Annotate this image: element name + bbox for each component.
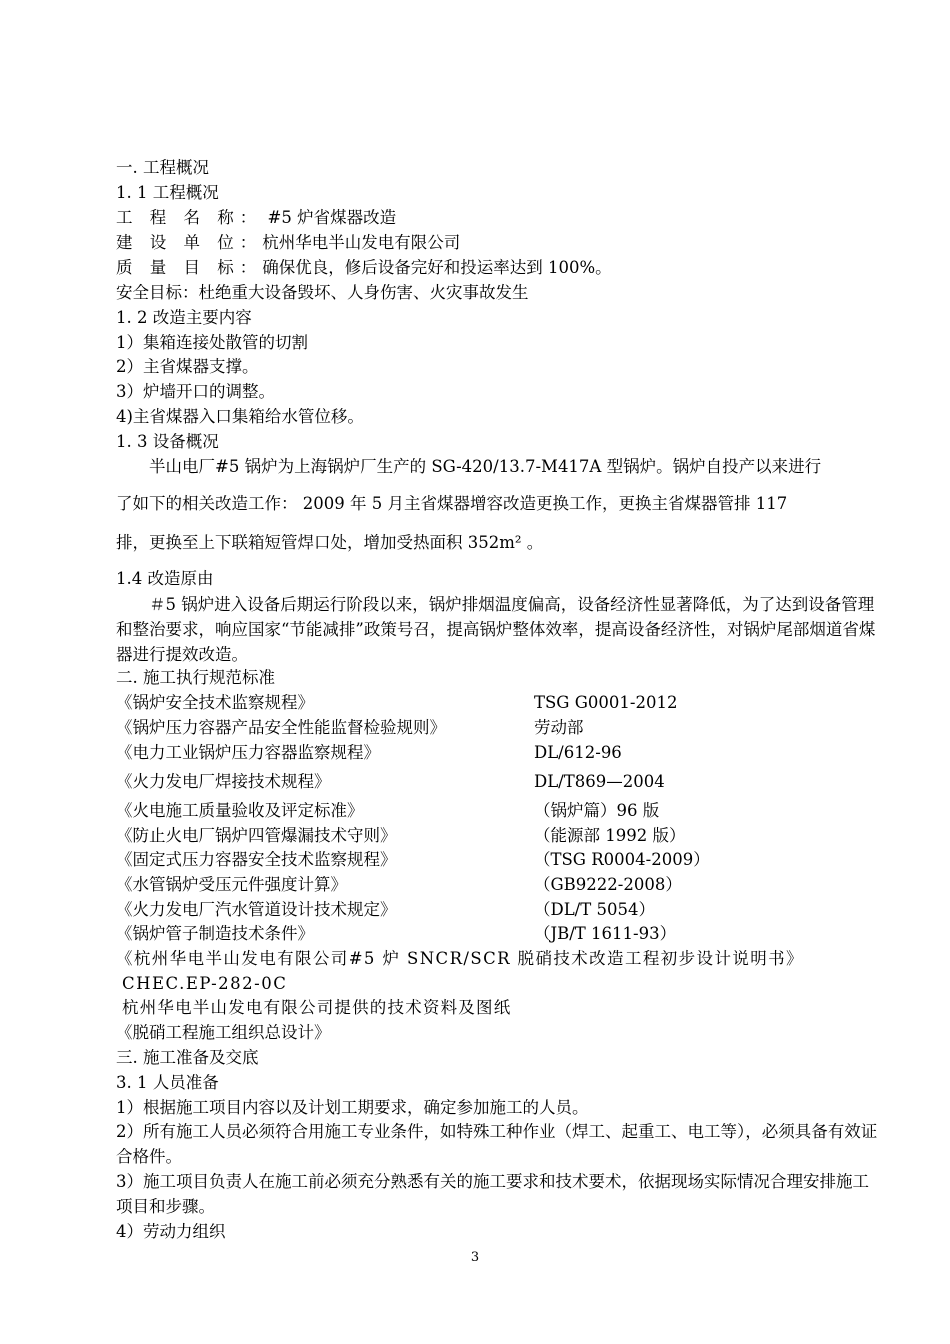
owner-line: [116, 231, 460, 255]
quality-value: 确保优良，修后设备完好和投运率达到 100%。: [262, 258, 612, 277]
standard-name: 《电力工业锅炉压力容器监察规程》: [116, 743, 380, 762]
design-document-code: CHEC.EP-282-0C: [122, 974, 288, 993]
standard-name: 《防止火电厂锅炉四管爆漏技术守则》: [116, 826, 397, 845]
standard-code: 劳动部: [534, 718, 584, 737]
list-item: 2）主省煤器支撑。: [116, 357, 259, 376]
design-document: 《杭州华电半山发电有限公司#5 炉 SNCR/SCR 脱硝技术改造工程初步设计说明书》: [116, 949, 804, 968]
standard-code: （能源部 1992 版）: [534, 826, 686, 845]
list-item: 4)主省煤器入口集箱给水管位移。: [116, 407, 364, 426]
section-heading-1: 一. 工程概况: [116, 158, 209, 177]
standard-name: 《火力发电厂汽水管道设计技术规定》: [116, 900, 397, 919]
project-name-value: #5 炉省煤器改造: [262, 208, 397, 227]
equipment-text-line-1: 半山电厂#5 锅炉为上海锅炉厂生产的 SG-420/13.7-M417A 型锅炉。锅炉自投产以来进行: [149, 457, 822, 476]
project-name-line: [116, 206, 396, 230]
page-number: 3: [470, 1250, 480, 1265]
standard-name: 《火电施工质量验收及评定标准》: [116, 801, 364, 820]
standard-name: 《锅炉压力容器产品安全性能监督检验规则》: [116, 718, 446, 737]
quality-line: [116, 256, 612, 280]
owner-label: 建 设 单 位：: [116, 233, 263, 252]
standard-name: 《锅炉管子制造技术条件》: [116, 924, 314, 943]
equipment-text-line-2: 了如下的相关改造工作： 2009 年 5 月主省煤器增容改造更换工作，更换主省煤器管排 117: [116, 494, 788, 513]
standard-code: （GB9222-2008）: [534, 875, 682, 894]
list-item: 1）集箱连接处散管的切割: [116, 333, 308, 352]
standard-name: 《水管锅炉受压元件强度计算》: [116, 875, 347, 894]
personnel-item-2: 2）所有施工人员必须符合用施工专业条件，如特殊工种作业（焊工、起重工、电工等），必须具备有效证合格件。: [116, 1122, 878, 1166]
subheading-1-3: 1. 3 设备概况: [116, 432, 219, 451]
subheading-1-4: 1.4 改造原由: [116, 569, 214, 588]
standard-code: （JB/T 1611-93）: [534, 924, 677, 943]
standard-code: DL/T869—2004: [534, 772, 665, 791]
tech-documents: 杭州华电半山发电有限公司提供的技术资料及图纸: [122, 998, 512, 1017]
personnel-item-3: 3）施工项目负责人在施工前必须充分熟悉有关的施工要求和技术要术，依据现场实际情况合理安排施工项目和步骤。: [116, 1172, 869, 1216]
equipment-text-line-3: 排，更换至上下联箱短管焊口处，增加受热面积 352m² 。: [116, 533, 544, 552]
quality-label: 质 量 目 标：: [116, 258, 263, 277]
project-name-label: 工 程 名 称：: [116, 208, 263, 227]
safety-target: 安全目标：杜绝重大设备毁坏、人身伤害、火灾事故发生: [116, 283, 529, 302]
subheading-1-1: 1. 1 工程概况: [116, 183, 219, 202]
reason-paragraph: ＃5 锅炉进入设备后期运行阶段以来，锅炉排烟温度偏高，设备经济性显著降低，为了达到设备管理和整治要求，响应国家“节能减排”政策号召，提高锅炉整体效率，提高设备经济性，对锅炉尾部烟道省煤器进行提效改造。: [116, 595, 876, 664]
personnel-item-4: 4）劳动力组织: [116, 1222, 226, 1241]
standard-name: 《固定式压力容器安全技术监察规程》: [116, 850, 397, 869]
subheading-1-2: 1. 2 改造主要内容: [116, 308, 252, 327]
subheading-3-1: 3. 1 人员准备: [116, 1073, 219, 1092]
standard-name: 《火力发电厂焊接技术规程》: [116, 772, 331, 791]
standard-code: （DL/T 5054）: [534, 900, 655, 919]
section-heading-3: 三. 施工准备及交底: [116, 1048, 259, 1067]
section-heading-2: 二. 施工执行规范标准: [116, 668, 275, 687]
standard-name: 《锅炉安全技术监察规程》: [116, 693, 314, 712]
standard-code: TSG G0001-2012: [534, 693, 678, 712]
standard-code: DL/612-96: [534, 743, 622, 762]
standard-code: （锅炉篇）96 版: [534, 801, 660, 820]
org-design: 《脱硝工程施工组织总设计》: [116, 1023, 331, 1042]
personnel-item-1: 1）根据施工项目内容以及计划工期要求，确定参加施工的人员。: [116, 1098, 589, 1117]
owner-value: 杭州华电半山发电有限公司: [262, 233, 461, 252]
list-item: 3）炉墙开口的调整。: [116, 382, 275, 401]
standard-code: （TSG R0004-2009）: [534, 850, 710, 869]
